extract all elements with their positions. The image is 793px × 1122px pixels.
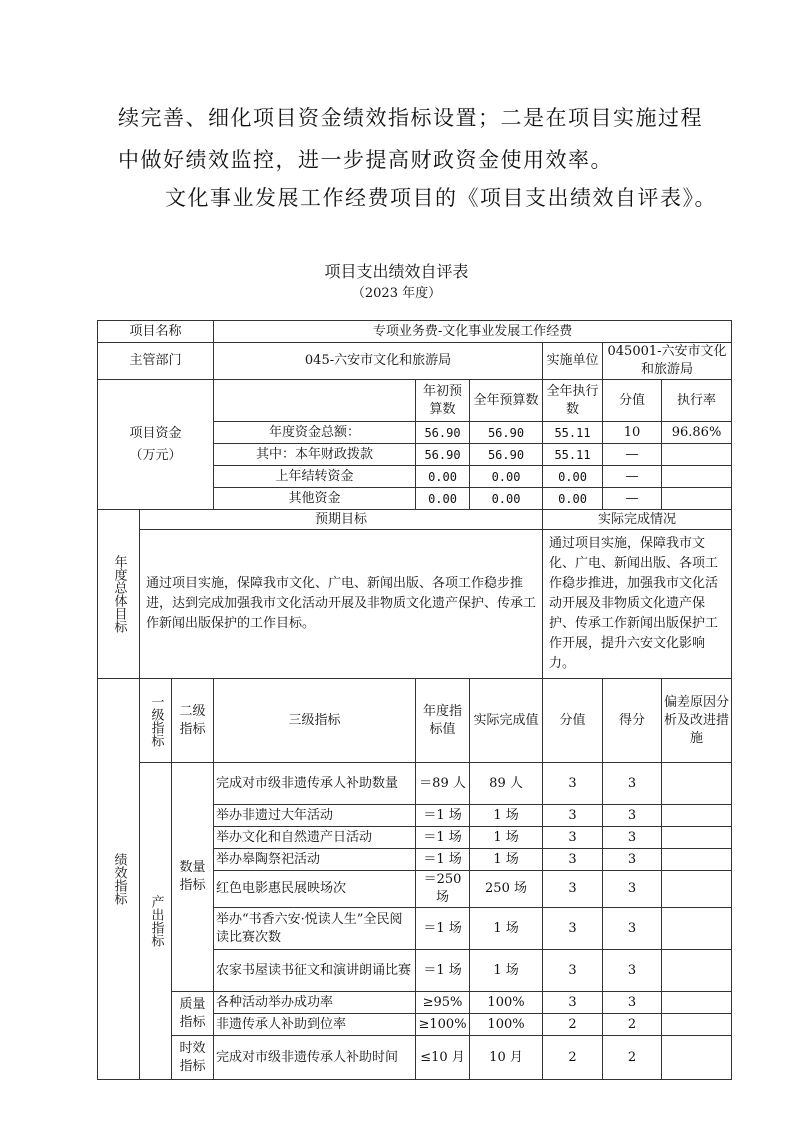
funds-annual: 0.00 (470, 466, 543, 488)
level3-header: 三级指标 (214, 679, 416, 763)
level1-header (140, 679, 172, 763)
indicator-target: ＝1 场 (416, 827, 470, 849)
level2-header: 二级指标 (172, 679, 214, 763)
indicator-name: 举办“书香六安·悦读人生”全民阅读比赛次数 (214, 908, 416, 950)
funds-rate (662, 466, 732, 488)
intro-line-1: 续完善、细化项目资金绩效指标设置；二是在项目实施过程 (118, 106, 703, 130)
funds-initial: 56.90 (416, 444, 470, 466)
indicator-target: ≥100% (416, 1014, 470, 1036)
expected-goal-text: 通过项目实施，保障我市文化、广电、新闻出版、各项工作稳步推进，达到完成加强我市文化活动开展及非物质文化遗产保护、传承工作新闻出版保护的工作目标。 (140, 530, 543, 679)
score-header: 得分 (603, 679, 662, 763)
dept-value: 045-六安市文化和旅游局 (214, 343, 543, 380)
indicator-score: 3 (603, 849, 662, 871)
indicator-reason (662, 908, 732, 950)
funds-executed: 0.00 (543, 488, 603, 510)
funds-annual: 56.90 (470, 444, 543, 466)
indicator-reason (662, 992, 732, 1014)
indicator-score-value: 3 (543, 805, 603, 827)
funds-initial: 0.00 (416, 488, 470, 510)
indicator-target: ＝250 场 (416, 871, 470, 908)
indicator-name: 举办非遗过大年活动 (214, 805, 416, 827)
goals-section-label (98, 510, 140, 679)
goals-section-label-text: 年度总体目标 (111, 555, 127, 633)
indicator-row (98, 1036, 732, 1080)
indicator-target: ≤10 月 (416, 1036, 470, 1080)
indicator-score-value: 3 (543, 871, 603, 908)
indicator-score-value: 3 (543, 992, 603, 1014)
indicators-section-label (98, 679, 140, 1080)
indicator-score-value: 2 (543, 1036, 603, 1080)
funds-label-text: 项目资金 （万元） (129, 425, 182, 463)
indicator-reason (662, 849, 732, 871)
indicator-actual: 1 场 (470, 950, 543, 992)
indicator-name: 举办皋陶祭祀活动 (214, 849, 416, 871)
indicator-actual: 100% (470, 1014, 543, 1036)
indicator-actual: 1 场 (470, 849, 543, 871)
funds-label (98, 380, 214, 510)
funds-header: 全年执行数 (543, 380, 603, 422)
indicator-reason (662, 827, 732, 849)
indicator-name: 完成对市级非遗传承人补助时间 (214, 1036, 416, 1080)
funds-score-value: 10 (603, 422, 662, 444)
funds-header: 全年预算数 (470, 380, 543, 422)
indicator-name: 非遗传承人补助到位率 (214, 1014, 416, 1036)
score-value-header: 分值 (543, 679, 603, 763)
indicator-actual: 1 场 (470, 827, 543, 849)
indicators-section-label-text: 绩效指标 (111, 853, 127, 905)
reason-header: 偏差原因分析及改进措施 (662, 679, 732, 763)
indicator-actual: 250 场 (470, 871, 543, 908)
indicator-score: 3 (603, 805, 662, 827)
funds-initial: 56.90 (416, 422, 470, 444)
table-year: （2023 年度） (351, 286, 442, 301)
funds-score-value: — (603, 444, 662, 466)
funds-header: 分值 (603, 380, 662, 422)
indicator-score: 2 (603, 1036, 662, 1080)
indicator-actual: 100% (470, 992, 543, 1014)
funds-score-value: — (603, 466, 662, 488)
funds-executed: 55.11 (543, 444, 603, 466)
indicator-reason (662, 950, 732, 992)
funds-row-name: 年度资金总额： (214, 422, 416, 444)
indicator-score: 3 (603, 827, 662, 849)
indicator-score-value: 3 (543, 827, 603, 849)
indicator-target: ＝1 场 (416, 950, 470, 992)
indicator-reason (662, 1014, 732, 1036)
expected-goal-header: 预期目标 (140, 510, 543, 530)
indicator-score: 3 (603, 763, 662, 805)
indicator-actual: 1 场 (470, 908, 543, 950)
dept-label: 主管部门 (98, 343, 214, 380)
funds-header: 年初预算数 (416, 380, 470, 422)
funds-header: 执行率 (662, 380, 732, 422)
indicator-target: ＝1 场 (416, 805, 470, 827)
funds-rate: 96.86% (662, 422, 732, 444)
indicator-reason (662, 871, 732, 908)
indicator-name: 各种活动举办成功率 (214, 992, 416, 1014)
indicator-target: ＝1 场 (416, 849, 470, 871)
indicator-score: 3 (603, 908, 662, 950)
indicator-name: 农家书屋读书征文和演讲朗诵比赛 (214, 950, 416, 992)
indicator-reason (662, 1036, 732, 1080)
funds-row-name: 其中：本年财政拨款 (214, 444, 416, 466)
level2-cell: 质量指标 (172, 992, 214, 1036)
project-name-label: 项目名称 (98, 321, 214, 343)
indicator-score-value: 2 (543, 1014, 603, 1036)
level2-cell: 数量指标 (172, 763, 214, 992)
indicator-target: ＝89 人 (416, 763, 470, 805)
funds-rate (662, 488, 732, 510)
indicator-score: 3 (603, 992, 662, 1014)
indicator-name: 举办文化和自然遗产日活动 (214, 827, 416, 849)
indicator-reason (662, 805, 732, 827)
level1-label: 产出指标 (148, 895, 164, 947)
indicator-score-value: 3 (543, 763, 603, 805)
indicator-name: 红色电影惠民展映场次 (214, 871, 416, 908)
indicator-score-value: 3 (543, 950, 603, 992)
level1-header-text: 一级指标 (148, 694, 164, 747)
intro-line-2: 中做好绩效监控，进一步提高财政资金使用效率。 (118, 148, 613, 172)
funds-rate (662, 444, 732, 466)
actual-header: 实际完成值 (470, 679, 543, 763)
unit-value: 045001-六安市文化和旅游局 (603, 343, 732, 380)
indicator-score: 3 (603, 871, 662, 908)
level2-cell: 时效指标 (172, 1036, 214, 1080)
intro-line-3: 文化事业发展工作经费项目的《项目支出绩效自评表》。 (165, 186, 717, 210)
indicator-actual: 89 人 (470, 763, 543, 805)
funds-row-name: 其他资金 (214, 488, 416, 510)
indicator-target: ≥95% (416, 992, 470, 1014)
indicator-actual: 1 场 (470, 805, 543, 827)
funds-executed: 55.11 (543, 422, 603, 444)
indicator-row (98, 763, 732, 805)
self-evaluation-table (97, 320, 732, 1080)
unit-label: 实施单位 (543, 343, 603, 380)
indicator-score: 2 (603, 1014, 662, 1036)
funds-header-blank (214, 380, 416, 422)
funds-annual: 0.00 (470, 488, 543, 510)
target-header: 年度指标值 (416, 679, 470, 763)
table-title: 项目支出绩效自评表 (324, 262, 469, 281)
indicator-score-value: 3 (543, 849, 603, 871)
funds-row-name: 上年结转资金 (214, 466, 416, 488)
level1-cell (140, 763, 172, 1080)
funds-initial: 0.00 (416, 466, 470, 488)
indicator-name: 完成对市级非遗传承人补助数量 (214, 763, 416, 805)
actual-goal-header: 实际完成情况 (543, 510, 732, 530)
indicator-actual: 10 月 (470, 1036, 543, 1080)
project-name-value: 专项业务费-文化事业发展工作经费 (214, 321, 732, 343)
indicator-reason (662, 763, 732, 805)
indicator-score-value: 3 (543, 908, 603, 950)
indicator-target: ＝1 场 (416, 908, 470, 950)
actual-goal-text: 通过项目实施，保障我市文化、广电、新闻出版、各项工作稳步推进，加强我市文化活动开展及非物质文化遗产保护、传承工作新闻出版保护工作开展，提升六安文化影响力。 (543, 530, 732, 679)
funds-annual: 56.90 (470, 422, 543, 444)
indicator-row (98, 992, 732, 1014)
indicator-score: 3 (603, 950, 662, 992)
funds-score-value: — (603, 488, 662, 510)
funds-executed: 0.00 (543, 466, 603, 488)
